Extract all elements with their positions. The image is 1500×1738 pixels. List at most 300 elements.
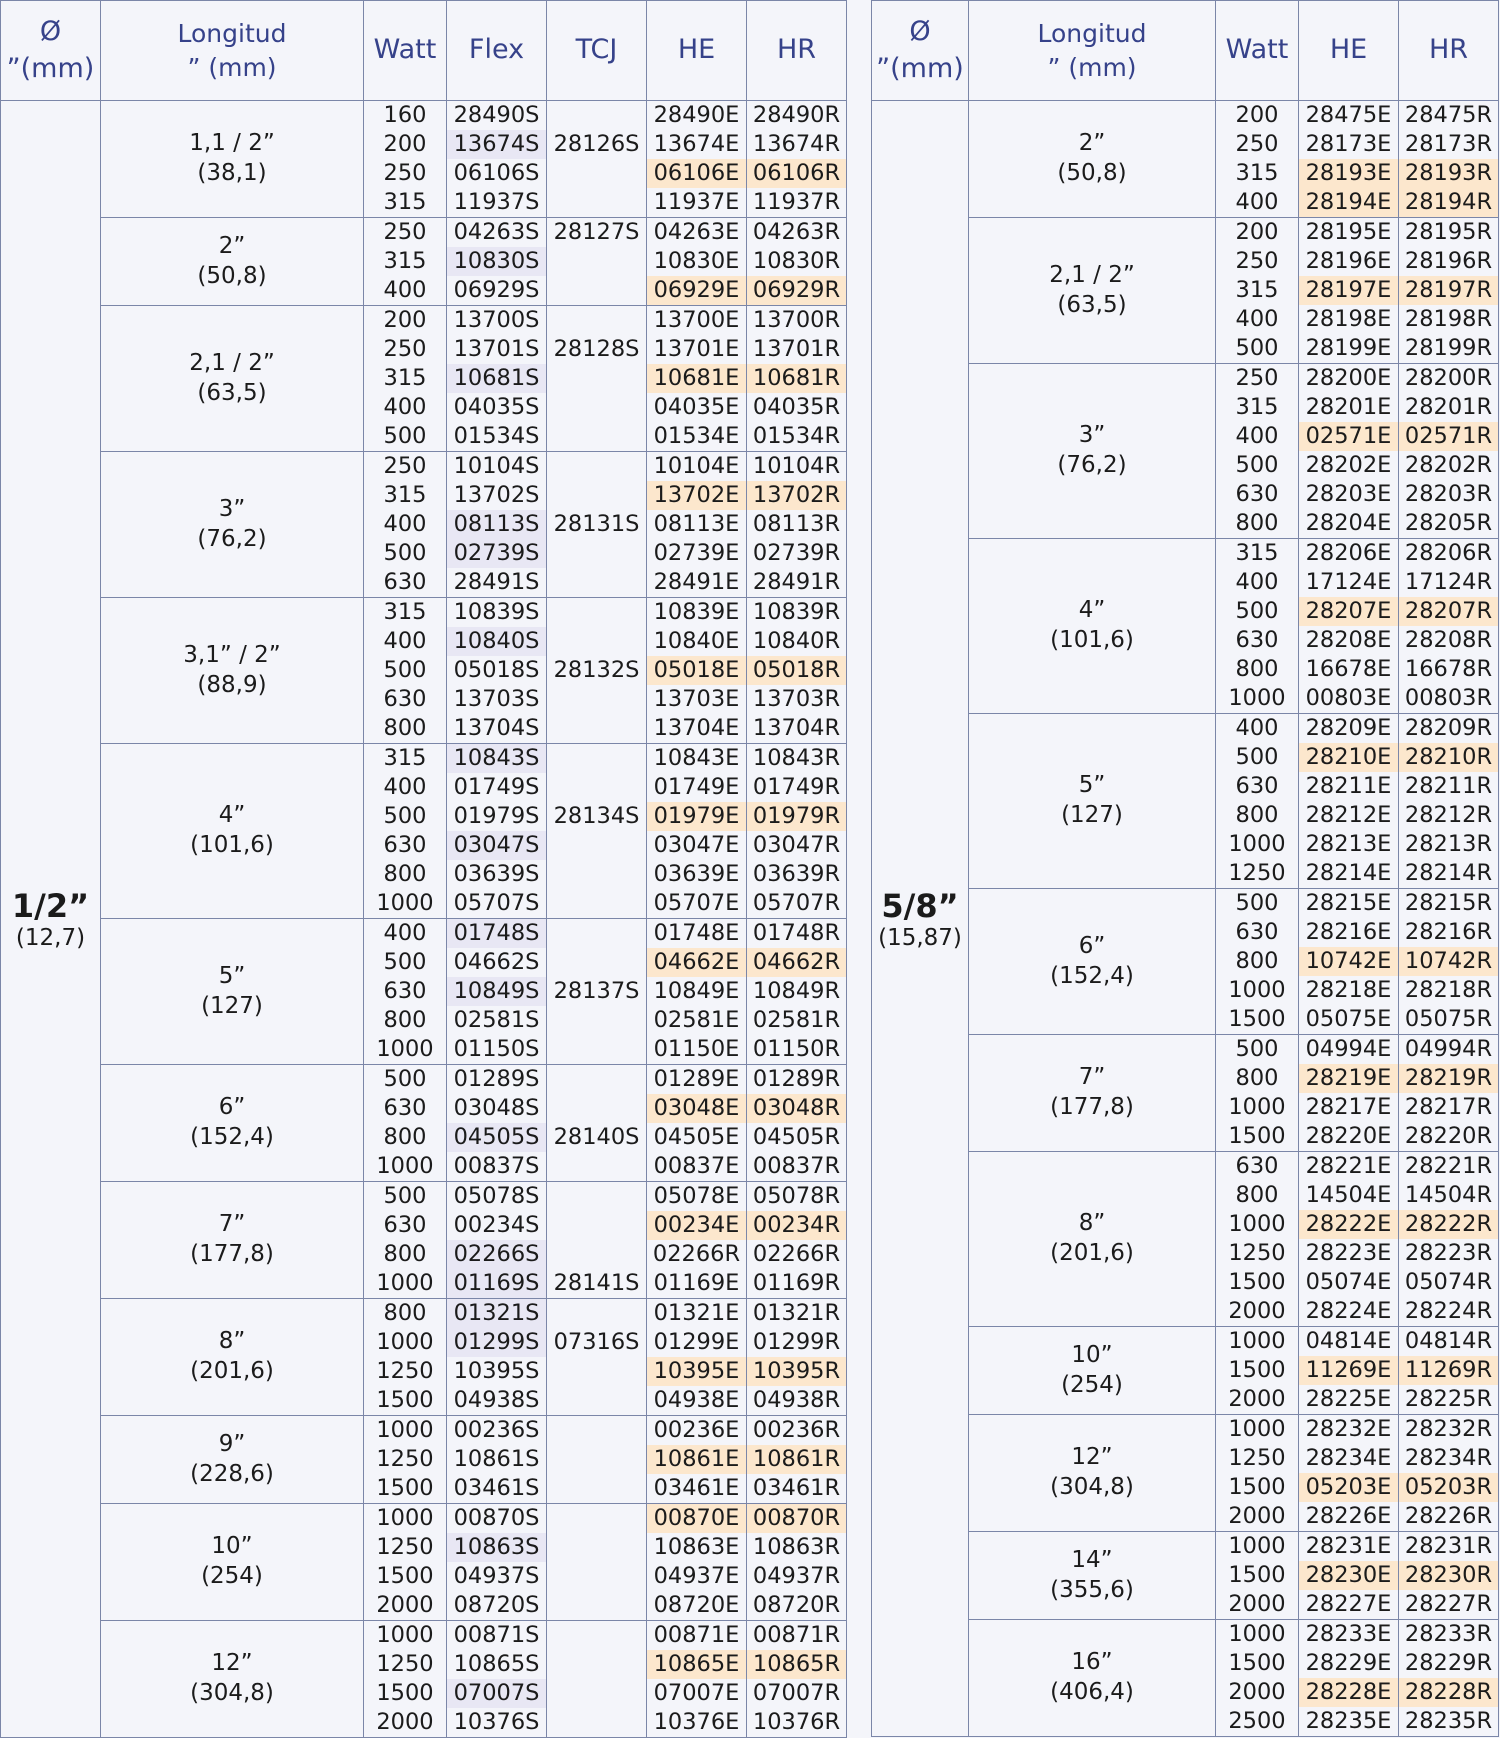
watt-cell: 800 bbox=[364, 714, 447, 744]
hr-code: 13700R bbox=[747, 306, 847, 336]
hr-code: 10104R bbox=[747, 452, 847, 482]
length-inch: 6” bbox=[218, 1094, 246, 1121]
length-cell bbox=[101, 1299, 364, 1416]
flex-code: 10839S bbox=[447, 598, 547, 628]
hr-code: 01749R bbox=[747, 773, 847, 802]
tcj-code: 28132S bbox=[553, 657, 640, 683]
hr-code: 10840R bbox=[747, 627, 847, 656]
he-code: 10681E bbox=[647, 364, 747, 393]
diameter-symbol: Ø bbox=[39, 16, 62, 48]
he-code: 02571E bbox=[1299, 422, 1399, 451]
hr-code: 01169R bbox=[747, 1269, 847, 1299]
he-code: 28220E bbox=[1299, 1122, 1399, 1152]
watt-cell: 2000 bbox=[1216, 1385, 1299, 1415]
length-inch: 1,1 / 2” bbox=[189, 130, 275, 157]
he-code: 28490E bbox=[647, 101, 747, 131]
he-code: 04662E bbox=[647, 948, 747, 977]
watt-cell: 1500 bbox=[364, 1679, 447, 1708]
he-header: HE bbox=[1299, 1, 1399, 101]
hr-code: 28205R bbox=[1399, 509, 1499, 539]
watt-cell: 1000 bbox=[1216, 1532, 1299, 1562]
watt-cell: 400 bbox=[364, 393, 447, 422]
heater-table-five-eighths-inch bbox=[871, 0, 1499, 1737]
flex-code: 01979S bbox=[447, 802, 547, 831]
length-inch: 2” bbox=[1078, 130, 1106, 157]
hr-code: 11937R bbox=[747, 188, 847, 218]
watt-header: Watt bbox=[1216, 1, 1299, 101]
flex-code: 00870S bbox=[447, 1504, 547, 1534]
length-cell bbox=[101, 306, 364, 452]
tcj-cell bbox=[547, 1065, 647, 1182]
hr-code: 10839R bbox=[747, 598, 847, 628]
hr-code: 28221R bbox=[1399, 1152, 1499, 1182]
he-code: 28194E bbox=[1299, 188, 1399, 218]
length-mm: (50,8) bbox=[1057, 160, 1127, 186]
hr-code: 28195R bbox=[1399, 218, 1499, 248]
hr-code: 28222R bbox=[1399, 1210, 1499, 1239]
watt-cell: 500 bbox=[364, 1065, 447, 1095]
length-mm: (127) bbox=[201, 992, 263, 1019]
length-cell bbox=[969, 218, 1216, 364]
flex-code: 02581S bbox=[447, 1006, 547, 1035]
he-code: 28224E bbox=[1299, 1297, 1399, 1327]
length-cell bbox=[969, 539, 1216, 714]
watt-cell: 800 bbox=[364, 1299, 447, 1329]
watt-cell: 500 bbox=[1216, 743, 1299, 772]
length-inch: 7” bbox=[218, 1211, 246, 1238]
watt-cell: 1000 bbox=[364, 1328, 447, 1357]
length-cell bbox=[101, 101, 364, 218]
tcj-cell bbox=[547, 306, 647, 452]
hr-code: 28229R bbox=[1399, 1649, 1499, 1678]
hr-code: 28194R bbox=[1399, 188, 1499, 218]
length-inch: 10” bbox=[1071, 1341, 1113, 1368]
flex-code: 03639S bbox=[447, 860, 547, 889]
flex-code: 04662S bbox=[447, 948, 547, 977]
flex-code: 10681S bbox=[447, 364, 547, 393]
watt-cell: 1250 bbox=[364, 1533, 447, 1562]
tcj-cell bbox=[547, 919, 647, 1065]
he-code: 10863E bbox=[647, 1533, 747, 1562]
hr-code: 05075R bbox=[1399, 1005, 1499, 1035]
hr-code: 04938R bbox=[747, 1386, 847, 1416]
watt-cell: 315 bbox=[1216, 539, 1299, 569]
watt-cell: 800 bbox=[1216, 1064, 1299, 1093]
watt-cell: 630 bbox=[364, 568, 447, 598]
length-cell bbox=[969, 364, 1216, 539]
flex-code: 05707S bbox=[447, 889, 547, 919]
hr-code: 28491R bbox=[747, 568, 847, 598]
watt-cell: 400 bbox=[364, 627, 447, 656]
length-cell bbox=[101, 919, 364, 1065]
flex-code: 03048S bbox=[447, 1094, 547, 1123]
watt-cell: 1000 bbox=[1216, 684, 1299, 714]
flex-code: 10843S bbox=[447, 744, 547, 774]
hr-code: 28227R bbox=[1399, 1590, 1499, 1620]
tcj-cell bbox=[547, 598, 647, 744]
length-cell bbox=[101, 1621, 364, 1738]
hr-code: 28198R bbox=[1399, 305, 1499, 334]
hr-code: 04263R bbox=[747, 218, 847, 248]
tcj-cell bbox=[547, 218, 647, 306]
watt-cell: 630 bbox=[1216, 772, 1299, 801]
flex-code: 01299S bbox=[447, 1328, 547, 1357]
hr-code: 03461R bbox=[747, 1474, 847, 1504]
length-mm: (127) bbox=[1061, 802, 1123, 828]
hr-code: 03047R bbox=[747, 831, 847, 860]
he-code: 28221E bbox=[1299, 1152, 1399, 1182]
tcj-code: 07316S bbox=[553, 1329, 640, 1355]
watt-cell: 1000 bbox=[1216, 1093, 1299, 1122]
length-mm: (101,6) bbox=[190, 832, 274, 858]
hr-code: 10830R bbox=[747, 247, 847, 276]
he-code: 28218E bbox=[1299, 976, 1399, 1005]
watt-cell: 1500 bbox=[364, 1474, 447, 1504]
flex-code: 02739S bbox=[447, 539, 547, 568]
watt-cell: 400 bbox=[364, 773, 447, 802]
watt-cell: 630 bbox=[1216, 1152, 1299, 1182]
hr-code: 28220R bbox=[1399, 1122, 1499, 1152]
watt-cell: 1500 bbox=[1216, 1122, 1299, 1152]
length-cell bbox=[101, 1065, 364, 1182]
length-cell bbox=[101, 1416, 364, 1504]
hr-code: 28210R bbox=[1399, 743, 1499, 772]
hr-code: 02581R bbox=[747, 1006, 847, 1035]
flex-code: 28490S bbox=[447, 101, 547, 131]
hr-code: 10395R bbox=[747, 1357, 847, 1386]
hr-code: 28200R bbox=[1399, 364, 1499, 394]
length-cell bbox=[969, 889, 1216, 1035]
he-code: 05078E bbox=[647, 1182, 747, 1212]
watt-cell: 400 bbox=[364, 510, 447, 539]
watt-cell: 200 bbox=[364, 306, 447, 336]
length-inch: 7” bbox=[1078, 1064, 1106, 1091]
he-code: 07007E bbox=[647, 1679, 747, 1708]
hr-code: 28216R bbox=[1399, 918, 1499, 947]
length-mm: (201,6) bbox=[190, 1358, 274, 1384]
hr-code: 01534R bbox=[747, 422, 847, 452]
hr-code: 04505R bbox=[747, 1123, 847, 1152]
watt-cell: 315 bbox=[364, 598, 447, 628]
diameter-mm: (12,7) bbox=[15, 925, 86, 951]
hr-code: 01150R bbox=[747, 1035, 847, 1065]
watt-cell: 500 bbox=[1216, 889, 1299, 919]
hr-code: 13704R bbox=[747, 714, 847, 744]
diameter-unit: ”(mm) bbox=[6, 52, 95, 84]
he-code: 00870E bbox=[647, 1504, 747, 1534]
hr-code: 10742R bbox=[1399, 947, 1499, 976]
he-code: 13704E bbox=[647, 714, 747, 744]
flex-code: 13703S bbox=[447, 685, 547, 714]
he-code: 01289E bbox=[647, 1065, 747, 1095]
watt-cell: 630 bbox=[1216, 626, 1299, 655]
tcj-code: 28137S bbox=[553, 978, 640, 1004]
hr-code: 06929R bbox=[747, 276, 847, 306]
he-code: 28196E bbox=[1299, 247, 1399, 276]
flex-code: 01169S bbox=[447, 1269, 547, 1299]
watt-cell: 1000 bbox=[364, 1269, 447, 1299]
he-code: 28227E bbox=[1299, 1590, 1399, 1620]
he-code: 01979E bbox=[647, 802, 747, 831]
hr-code: 28173R bbox=[1399, 130, 1499, 159]
he-code: 01150E bbox=[647, 1035, 747, 1065]
hr-code: 28219R bbox=[1399, 1064, 1499, 1093]
watt-cell: 400 bbox=[1216, 305, 1299, 334]
length-inch: 3,1” / 2” bbox=[183, 641, 281, 668]
length-mm: (101,6) bbox=[1050, 627, 1134, 653]
watt-cell: 500 bbox=[1216, 451, 1299, 480]
hr-code: 08113R bbox=[747, 510, 847, 539]
watt-cell: 2000 bbox=[1216, 1678, 1299, 1707]
he-code: 05018E bbox=[647, 656, 747, 685]
length-mm: (228,6) bbox=[190, 1460, 274, 1487]
he-code: 28234E bbox=[1299, 1444, 1399, 1473]
he-code: 28201E bbox=[1299, 393, 1399, 422]
flex-code: 04938S bbox=[447, 1386, 547, 1416]
length-inch: 2,1 / 2” bbox=[1049, 261, 1135, 288]
he-code: 28233E bbox=[1299, 1620, 1399, 1650]
he-code: 28211E bbox=[1299, 772, 1399, 801]
flex-code: 04035S bbox=[447, 393, 547, 422]
watt-cell: 630 bbox=[364, 685, 447, 714]
he-code: 28232E bbox=[1299, 1415, 1399, 1445]
length-cell bbox=[101, 1504, 364, 1621]
length-inch: 2,1 / 2” bbox=[189, 349, 275, 376]
watt-cell: 1000 bbox=[1216, 1210, 1299, 1239]
watt-header: Watt bbox=[364, 1, 447, 101]
he-code: 00803E bbox=[1299, 684, 1399, 714]
hr-code: 10865R bbox=[747, 1650, 847, 1679]
he-code: 08113E bbox=[647, 510, 747, 539]
flex-code: 10849S bbox=[447, 977, 547, 1006]
he-header: HE bbox=[647, 1, 747, 101]
hr-code: 28212R bbox=[1399, 801, 1499, 830]
he-code: 28213E bbox=[1299, 830, 1399, 859]
watt-cell: 315 bbox=[364, 481, 447, 510]
length-mm: (76,2) bbox=[197, 525, 267, 552]
watt-cell: 1000 bbox=[364, 1621, 447, 1651]
watt-cell: 1500 bbox=[364, 1562, 447, 1591]
watt-cell: 800 bbox=[1216, 1181, 1299, 1210]
watt-cell: 315 bbox=[364, 188, 447, 218]
flex-code: 03461S bbox=[447, 1474, 547, 1504]
length-inch: 8” bbox=[1078, 1210, 1106, 1237]
flex-code: 00837S bbox=[447, 1152, 547, 1182]
length-cell bbox=[969, 1532, 1216, 1620]
flex-code: 11937S bbox=[447, 188, 547, 218]
hr-code: 01748R bbox=[747, 919, 847, 949]
length-mm: (88,9) bbox=[197, 671, 267, 698]
hr-code: 28217R bbox=[1399, 1093, 1499, 1122]
hr-code: 04662R bbox=[747, 948, 847, 977]
watt-cell: 2000 bbox=[364, 1591, 447, 1621]
flex-code: 28491S bbox=[447, 568, 547, 598]
hr-code: 28230R bbox=[1399, 1561, 1499, 1590]
watt-cell: 1250 bbox=[364, 1650, 447, 1679]
hr-code: 28196R bbox=[1399, 247, 1499, 276]
he-code: 28195E bbox=[1299, 218, 1399, 248]
watt-cell: 315 bbox=[1216, 159, 1299, 188]
watt-cell: 630 bbox=[364, 1211, 447, 1240]
watt-cell: 1250 bbox=[1216, 1239, 1299, 1268]
watt-cell: 800 bbox=[364, 1006, 447, 1035]
hr-code: 00870R bbox=[747, 1504, 847, 1534]
flex-code: 13702S bbox=[447, 481, 547, 510]
he-code: 28199E bbox=[1299, 334, 1399, 364]
watt-cell: 1000 bbox=[364, 1504, 447, 1534]
watt-cell: 400 bbox=[1216, 422, 1299, 451]
he-code: 28203E bbox=[1299, 480, 1399, 509]
watt-cell: 1500 bbox=[1216, 1005, 1299, 1035]
hr-code: 28232R bbox=[1399, 1415, 1499, 1445]
length-mm: (152,4) bbox=[1050, 962, 1134, 989]
he-code: 17124E bbox=[1299, 568, 1399, 597]
he-code: 04938E bbox=[647, 1386, 747, 1416]
watt-cell: 200 bbox=[1216, 101, 1299, 131]
tcj-cell bbox=[547, 1299, 647, 1416]
tcj-code: 28127S bbox=[553, 219, 640, 245]
flex-code: 01289S bbox=[447, 1065, 547, 1095]
he-code: 02581E bbox=[647, 1006, 747, 1035]
watt-cell: 630 bbox=[364, 831, 447, 860]
length-cell bbox=[969, 1620, 1216, 1737]
he-code: 28225E bbox=[1299, 1385, 1399, 1415]
hr-code: 28202R bbox=[1399, 451, 1499, 480]
length-mm: (76,2) bbox=[1057, 452, 1127, 478]
length-header bbox=[101, 1, 364, 101]
watt-cell: 1500 bbox=[1216, 1561, 1299, 1590]
table-row bbox=[1, 101, 847, 131]
watt-cell: 1500 bbox=[364, 1386, 447, 1416]
he-code: 04994E bbox=[1299, 1035, 1399, 1065]
tcj-header: TCJ bbox=[547, 1, 647, 101]
watt-cell: 315 bbox=[364, 364, 447, 393]
hr-code: 28199R bbox=[1399, 334, 1499, 364]
watt-cell: 1500 bbox=[1216, 1268, 1299, 1297]
watt-cell: 500 bbox=[1216, 597, 1299, 626]
he-code: 28229E bbox=[1299, 1649, 1399, 1678]
flex-header: Flex bbox=[447, 1, 547, 101]
watt-cell: 200 bbox=[1216, 218, 1299, 248]
table-row bbox=[872, 101, 1499, 131]
hr-code: 28209R bbox=[1399, 714, 1499, 744]
watt-cell: 500 bbox=[364, 802, 447, 831]
watt-cell: 250 bbox=[364, 159, 447, 188]
length-mm: (254) bbox=[1061, 1371, 1123, 1398]
he-code: 00234E bbox=[647, 1211, 747, 1240]
flex-code: 01321S bbox=[447, 1299, 547, 1329]
length-cell bbox=[969, 1152, 1216, 1327]
he-code: 05075E bbox=[1299, 1005, 1399, 1035]
watt-cell: 1000 bbox=[364, 1035, 447, 1065]
diameter-value: 1/2” bbox=[11, 887, 90, 925]
he-code: 01748E bbox=[647, 919, 747, 949]
table-row bbox=[1, 598, 847, 628]
hr-code: 02739R bbox=[747, 539, 847, 568]
diameter-cell bbox=[872, 101, 969, 1737]
diameter-mm: (15,87) bbox=[878, 924, 962, 951]
he-code: 05203E bbox=[1299, 1473, 1399, 1502]
watt-cell: 315 bbox=[364, 744, 447, 774]
length-cell bbox=[969, 1035, 1216, 1152]
diameter-header bbox=[1, 1, 101, 101]
diameter-cell bbox=[1, 101, 101, 1738]
he-code: 04505E bbox=[647, 1123, 747, 1152]
he-code: 28231E bbox=[1299, 1532, 1399, 1562]
hr-code: 10376R bbox=[747, 1708, 847, 1738]
he-code: 28206E bbox=[1299, 539, 1399, 569]
hr-code: 04035R bbox=[747, 393, 847, 422]
table-row bbox=[1, 1416, 847, 1446]
table-row bbox=[1, 306, 847, 336]
watt-cell: 500 bbox=[364, 1182, 447, 1212]
watt-cell: 500 bbox=[364, 656, 447, 685]
hr-code: 28211R bbox=[1399, 772, 1499, 801]
length-cell bbox=[101, 452, 364, 598]
length-inch: 8” bbox=[218, 1328, 246, 1355]
watt-cell: 250 bbox=[364, 335, 447, 364]
he-code: 01749E bbox=[647, 773, 747, 802]
flex-code: 10395S bbox=[447, 1357, 547, 1386]
hr-code: 28231R bbox=[1399, 1532, 1499, 1562]
he-code: 04937E bbox=[647, 1562, 747, 1591]
watt-cell: 500 bbox=[1216, 1035, 1299, 1065]
he-code: 08720E bbox=[647, 1591, 747, 1621]
hr-code: 28206R bbox=[1399, 539, 1499, 569]
flex-code: 03047S bbox=[447, 831, 547, 860]
he-code: 28173E bbox=[1299, 130, 1399, 159]
hr-header: HR bbox=[1399, 1, 1499, 101]
watt-cell: 800 bbox=[1216, 509, 1299, 539]
he-code: 10376E bbox=[647, 1708, 747, 1738]
he-code: 28208E bbox=[1299, 626, 1399, 655]
he-code: 28200E bbox=[1299, 364, 1399, 394]
he-code: 10861E bbox=[647, 1445, 747, 1474]
tcj-cell bbox=[547, 744, 647, 919]
flex-code: 13704S bbox=[447, 714, 547, 744]
watt-cell: 160 bbox=[364, 101, 447, 131]
he-code: 10839E bbox=[647, 598, 747, 628]
hr-code: 28233R bbox=[1399, 1620, 1499, 1650]
watt-cell: 1250 bbox=[1216, 1444, 1299, 1473]
flex-code: 10104S bbox=[447, 452, 547, 482]
length-mm: (304,8) bbox=[1050, 1474, 1134, 1500]
he-code: 04814E bbox=[1299, 1327, 1399, 1357]
watt-cell: 500 bbox=[1216, 334, 1299, 364]
length-mm: (63,5) bbox=[197, 379, 267, 406]
hr-code: 13701R bbox=[747, 335, 847, 364]
length-inch: 4” bbox=[218, 802, 246, 829]
watt-cell: 500 bbox=[364, 948, 447, 977]
hr-code: 28208R bbox=[1399, 626, 1499, 655]
he-code: 10830E bbox=[647, 247, 747, 276]
watt-cell: 1000 bbox=[1216, 830, 1299, 859]
watt-cell: 1500 bbox=[1216, 1473, 1299, 1502]
watt-cell: 250 bbox=[364, 218, 447, 248]
he-code: 10104E bbox=[647, 452, 747, 482]
length-header bbox=[969, 1, 1216, 101]
he-code: 28197E bbox=[1299, 276, 1399, 305]
hr-code: 17124R bbox=[1399, 568, 1499, 597]
he-code: 28235E bbox=[1299, 1707, 1399, 1737]
he-code: 28491E bbox=[647, 568, 747, 598]
flex-code: 10861S bbox=[447, 1445, 547, 1474]
hr-code: 10843R bbox=[747, 744, 847, 774]
he-code: 28226E bbox=[1299, 1502, 1399, 1532]
tcj-cell bbox=[547, 101, 647, 218]
hr-code: 13702R bbox=[747, 481, 847, 510]
flex-code: 10865S bbox=[447, 1650, 547, 1679]
